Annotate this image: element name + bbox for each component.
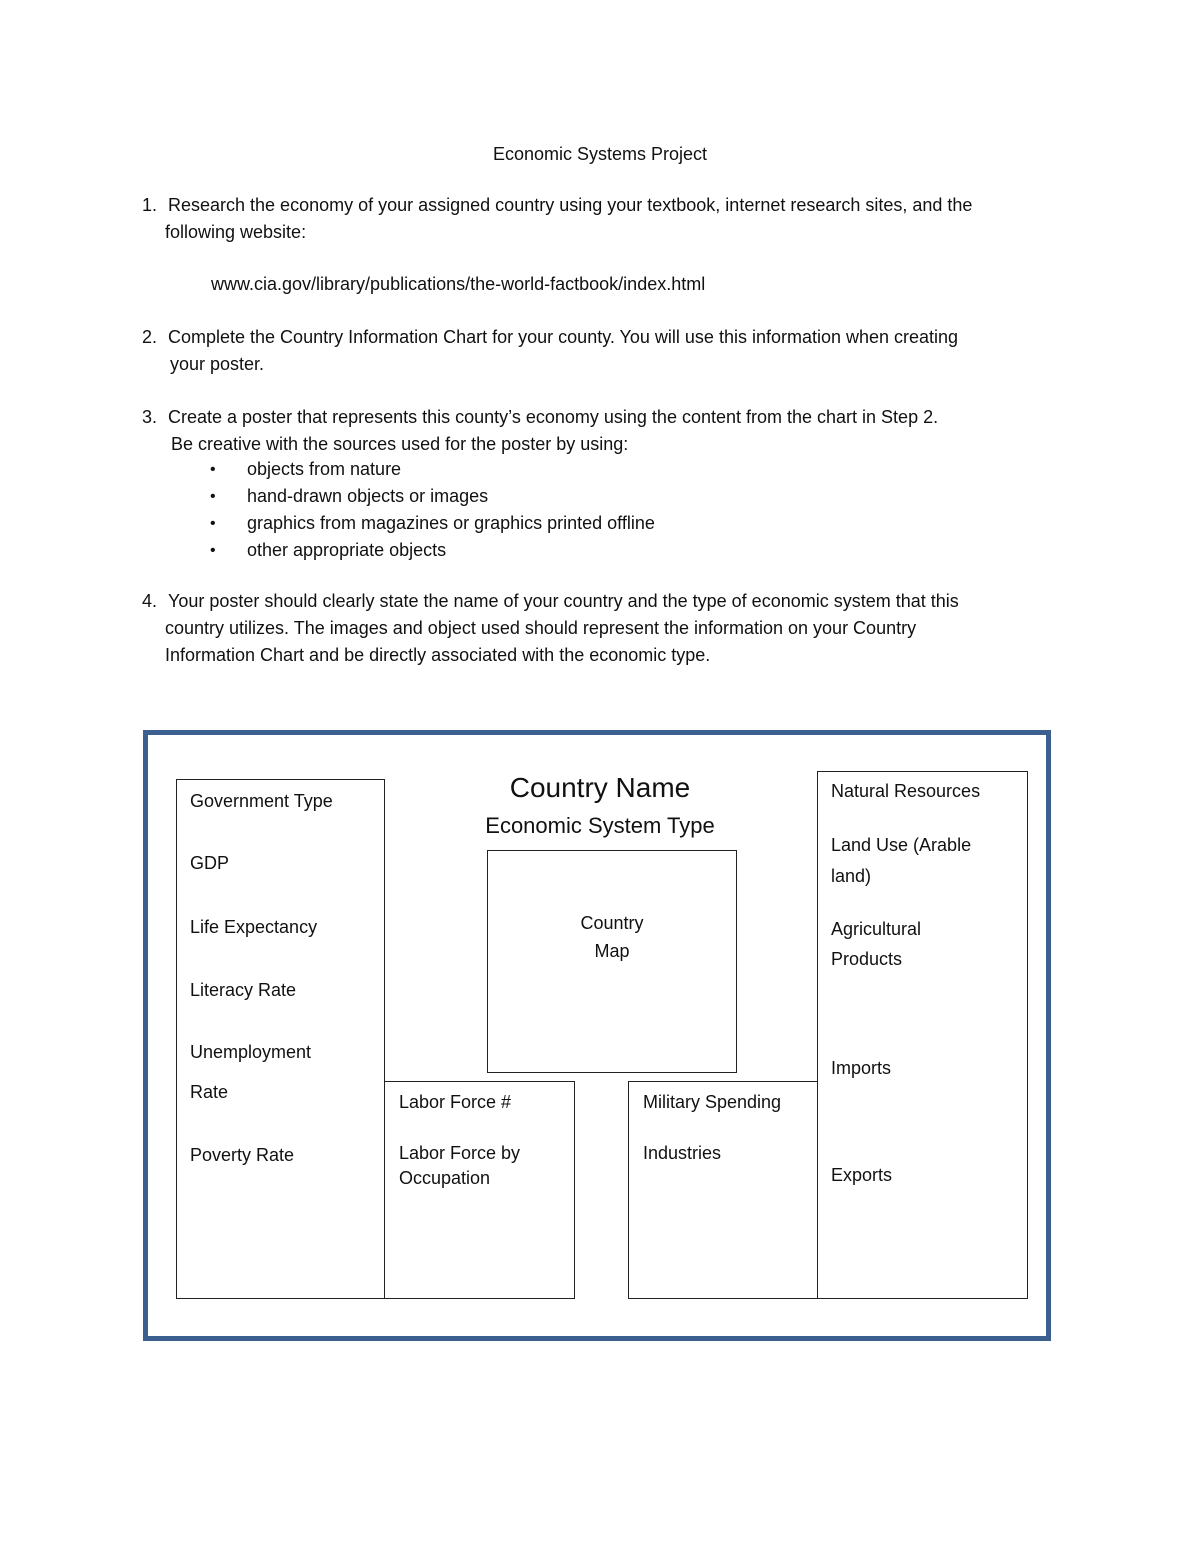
- bullet-list: [210, 456, 810, 564]
- step-4: [142, 588, 959, 669]
- bullet-icon: •: [210, 461, 216, 478]
- land-use-label: Land Use (Arable: [831, 835, 972, 855]
- economic-system-type-heading: Economic System Type: [485, 813, 715, 838]
- page-title: Economic Systems Project: [492, 144, 708, 164]
- step-text: Your poster should clearly state the name of your country and the type of economic system that this: [168, 591, 959, 611]
- step-text-continued: your poster.: [170, 354, 265, 374]
- unemployment-label: Unemployment: [190, 1042, 312, 1062]
- list-item: • other appropriate objects: [210, 537, 810, 564]
- list-item: • hand-drawn objects or images: [210, 483, 810, 510]
- labor-force-box: [384, 1081, 575, 1299]
- step-text-continued: Information Chart and be directly associated with the economic type.: [165, 645, 711, 665]
- unemployment-rate-label: Rate: [190, 1082, 229, 1102]
- step-2: [142, 324, 958, 378]
- labor-force-number-label: Labor Force #: [399, 1092, 512, 1112]
- gdp-label: GDP: [190, 853, 230, 873]
- step-text: Complete the Country Information Chart for your county. You will use this information when creating: [168, 327, 959, 347]
- bullet-icon: •: [210, 542, 216, 559]
- poverty-rate-label: Poverty Rate: [190, 1145, 295, 1165]
- step-1: [142, 192, 972, 246]
- step-number: 2.: [142, 327, 158, 347]
- agricultural-products-label: Agricultural: [831, 919, 922, 939]
- labor-force-by-label: Labor Force by: [399, 1143, 521, 1163]
- natural-resources-label: Natural Resources: [831, 781, 981, 801]
- imports-label: Imports: [831, 1058, 892, 1078]
- industries-label: Industries: [643, 1143, 722, 1163]
- country-map-label-2: Map: [594, 941, 630, 961]
- life-expectancy-label: Life Expectancy: [190, 917, 318, 937]
- step-text-continued: Be creative with the sources used for the poster by using:: [171, 434, 629, 454]
- agricultural-products-label-2: Products: [831, 949, 903, 969]
- literacy-rate-label: Literacy Rate: [190, 980, 297, 1000]
- step-number: 3.: [142, 407, 158, 427]
- website-link[interactable]: www.cia.gov/library/publications/the-world-factbook/index.html: [211, 274, 706, 294]
- step-text-continued: country utilizes. The images and object used should represent the information on your Country: [165, 618, 917, 638]
- country-name-heading: Country Name: [509, 772, 691, 803]
- occupation-label: Occupation: [399, 1168, 491, 1188]
- exports-label: Exports: [831, 1165, 893, 1185]
- step-3: [142, 404, 938, 458]
- bullet-icon: •: [210, 488, 216, 505]
- list-item: • graphics from magazines or graphics printed offline: [210, 510, 810, 537]
- government-type-label: Government Type: [190, 791, 333, 811]
- military-spending-box: [628, 1081, 819, 1299]
- country-map-label: Country: [580, 913, 644, 933]
- step-number: 1.: [142, 195, 158, 215]
- bullet-icon: •: [210, 515, 216, 532]
- step-text: Research the economy of your assigned country using your textbook, internet research sites, and the: [168, 195, 973, 215]
- step-number: 4.: [142, 591, 158, 611]
- step-text: Create a poster that represents this county’s economy using the content from the chart in Step 2.: [168, 407, 939, 427]
- list-item: • objects from nature: [210, 456, 810, 483]
- land-use-label-2: land): [831, 866, 872, 886]
- step-text-continued: following website:: [165, 222, 307, 242]
- military-spending-label: Military Spending: [643, 1092, 782, 1112]
